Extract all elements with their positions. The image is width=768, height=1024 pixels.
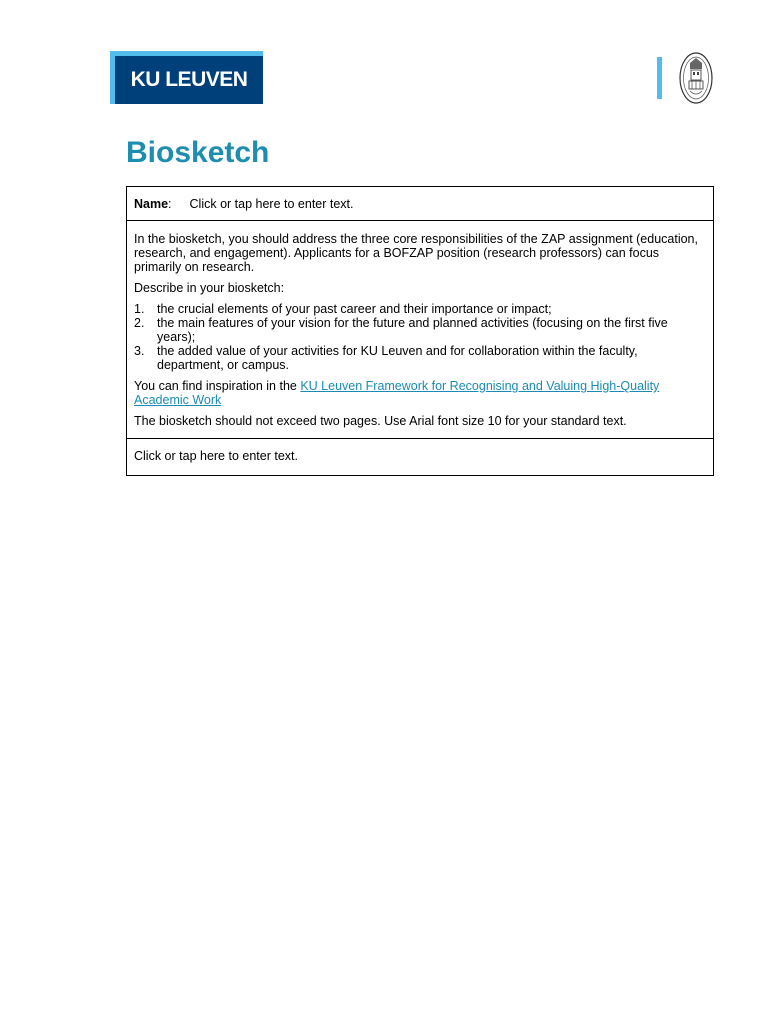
list-item-text: the main features of your vision for the future and planned activities (focusing on the first five years); bbox=[157, 316, 668, 344]
biosketch-form-table bbox=[126, 186, 714, 476]
instructions-intro: In the biosketch, you should address the three core responsibilities of the ZAP assignment (education, research, and engagement). Applicants for a BOFZAP position (research professors) can focus primarily on research. bbox=[134, 232, 698, 274]
inspiration-prefix: You can find inspiration in the bbox=[134, 379, 301, 393]
name-input[interactable]: Click or tap here to enter text. bbox=[189, 197, 354, 211]
biosketch-body-input[interactable]: Click or tap here to enter text. bbox=[127, 439, 714, 476]
list-item bbox=[134, 302, 706, 316]
header-divider bbox=[657, 57, 662, 99]
list-item-number: 2. bbox=[134, 316, 145, 330]
instructions-cell bbox=[127, 221, 714, 439]
describe-label: Describe in your biosketch: bbox=[134, 281, 285, 295]
university-seal-icon bbox=[678, 51, 714, 105]
list-item-text: the added value of your activities for KU Leuven and for collaboration within the faculty, department, or campus. bbox=[157, 344, 638, 372]
framework-link[interactable]: KU Leuven Framework for Recognising and Valuing High-Quality Academic Work bbox=[134, 379, 660, 407]
inspiration-note bbox=[134, 379, 706, 407]
list-item-number: 3. bbox=[134, 344, 145, 358]
document-title: Biosketch bbox=[126, 136, 270, 169]
list-item bbox=[134, 316, 706, 344]
name-label: Name bbox=[134, 197, 169, 211]
requirements-list bbox=[134, 302, 706, 372]
name-cell bbox=[127, 187, 714, 221]
biosketch-body-row bbox=[127, 439, 714, 476]
list-item-number: 1. bbox=[134, 302, 145, 316]
instructions-row bbox=[127, 221, 714, 439]
name-row bbox=[127, 187, 714, 221]
list-item bbox=[134, 344, 706, 372]
name-separator: : bbox=[168, 197, 172, 211]
list-item-text: the crucial elements of your past career and their importance or impact; bbox=[157, 302, 552, 316]
ku-leuven-logo bbox=[110, 51, 263, 104]
logo-text: KU LEUVEN bbox=[115, 56, 263, 104]
page-limit-note: The biosketch should not exceed two pages. Use Arial font size 10 for your standard text. bbox=[134, 414, 627, 428]
